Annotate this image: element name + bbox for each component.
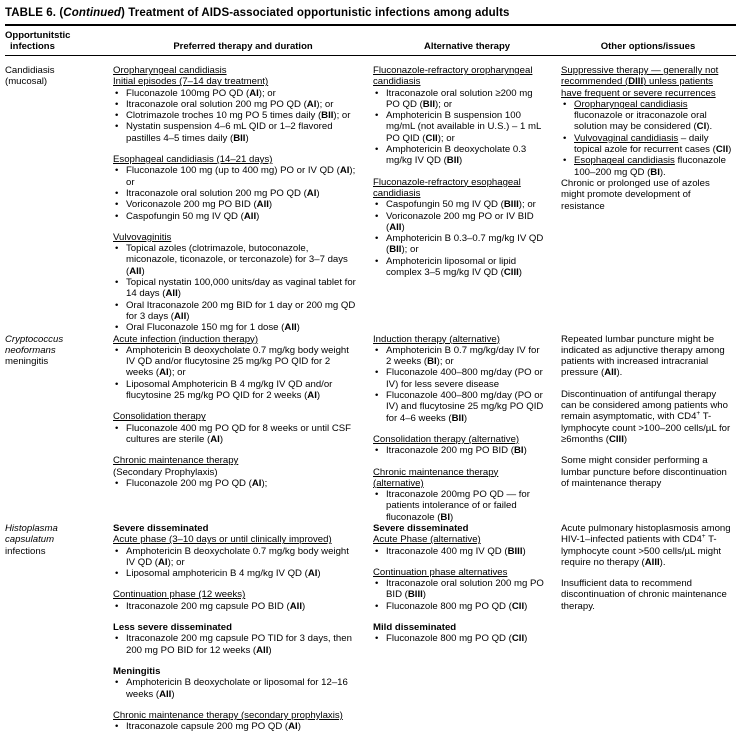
block-heading: Chronic maintenance therapy (alternative): [373, 466, 499, 489]
column-header-row: [5, 26, 736, 56]
bullet-item: • Oral Itraconazole 200 mg BID for 1 day or 200 mg QD for 3 days (AII): [115, 299, 356, 322]
bullet-icon: •: [375, 199, 379, 211]
bullet-icon: •: [375, 390, 379, 402]
bullet-item: • Liposomal Amphotericin B 4 mg/kg IV QD and/or flucytosine 25 mg/kg PO QID for 2 weeks (AI): [115, 378, 333, 402]
bullet-icon: •: [115, 545, 119, 557]
note-paragraph: Some might consider performing a lumbar puncture before discontinuation of maintenance therapy: [561, 455, 727, 489]
infection-name-line: capsulatum: [5, 534, 55, 546]
bullet-icon: •: [375, 233, 379, 245]
bullet-icon: •: [115, 633, 119, 645]
therapy-block: [561, 334, 732, 379]
other-options-cell: [561, 334, 735, 523]
bullet-item: • Amphotericin B 0.3–0.7 mg/kg IV QD (BII); or: [375, 233, 544, 256]
preferred-therapy-cell: [113, 65, 373, 334]
therapy-block: [561, 65, 732, 212]
bullet-icon: •: [115, 322, 119, 334]
therapy-block: [373, 467, 547, 523]
bullet-icon: •: [115, 277, 119, 289]
table-number: TABLE 6. (: [5, 7, 64, 19]
bullet-item: • Clotrimazole troches 10 mg PO 5 times daily (BII); or: [115, 110, 351, 122]
bullet-icon: •: [563, 132, 567, 144]
therapy-block: [561, 389, 732, 445]
bullet-item: • Vulvovaginal candidiasis – daily topical azole for recurrent cases (CII): [563, 132, 732, 156]
bullet-icon: •: [375, 633, 379, 645]
bullet-item: • Voriconazole 200 mg PO BID (AII): [115, 199, 273, 211]
other-options-cell: [561, 65, 735, 334]
bullet-icon: •: [375, 344, 379, 356]
table-row: [5, 65, 737, 334]
therapy-block: [373, 177, 547, 279]
bullet-icon: •: [115, 165, 119, 177]
block-heading: Fluconazole-refractory esophageal candidiasis: [373, 176, 521, 199]
therapy-block: [373, 567, 547, 612]
table-title-text: ) Treatment of AIDS-associated opportunistic infections among adults: [121, 7, 510, 19]
preferred-therapy-cell: [113, 523, 373, 732]
bullet-icon: •: [375, 367, 379, 379]
block-heading: Chronic maintenance therapy (secondary prophylaxis): [113, 709, 343, 721]
block-heading: Vulvovaginitis: [113, 231, 172, 243]
bullet-icon: •: [115, 677, 119, 689]
bullet-item: • Oropharyngeal candidiasis fluconazole or itraconazole oral solution may be considered (CI).: [563, 98, 713, 133]
table-title: [5, 5, 736, 26]
infection-name-line: neoformans: [5, 344, 56, 356]
alternative-therapy-cell: [373, 523, 561, 732]
bullet-icon: •: [115, 98, 119, 110]
bullet-icon: •: [375, 545, 379, 557]
bullet-item: • Oral Fluconazole 150 mg for 1 dose (AII): [115, 322, 300, 334]
note-paragraph: Acute pulmonary histoplasmosis among HIV-1–infected patients with CD4+ T-lymphocyte count >500 cells/µL might require no therapy (AIII).: [561, 522, 731, 568]
bullet-icon: •: [115, 187, 119, 199]
bullet-item: • Fluconazole 400–800 mg/day (PO or IV) and flucytosine 25 mg/kg PO QID for 4–6 weeks (BII): [375, 390, 544, 424]
bullet-icon: •: [375, 600, 379, 612]
bullet-item: • Amphotericin liposomal or lipid complex 3–5 mg/kg IV QD (CIII): [375, 255, 522, 279]
infection-name-line: Histoplasma: [5, 522, 58, 534]
bullet-item: • Itraconazole 200 mg capsule PO TID for 3 days, then 200 mg PO BID for 12 weeks (AII): [115, 633, 352, 656]
bullet-icon: •: [115, 243, 119, 255]
block-heading: Acute phase (3–10 days or until clinically improved): [113, 534, 332, 546]
bullet-item: • Itraconazole capsule 200 mg PO QD (AI): [115, 721, 301, 732]
therapy-block: [113, 455, 360, 489]
therapy-block: [113, 65, 360, 144]
infection-name-cell: [5, 334, 113, 523]
continued-label: Continued: [63, 7, 122, 19]
other-options-cell: [561, 523, 735, 732]
bullet-item: • Amphotericin B deoxycholate 0.7 mg/kg body weight IV QD and/or flucytosine 25 mg/kg PO QID for 2 weeks (AI); or: [115, 344, 349, 379]
bullet-item: • Amphotericin B deoxycholate 0.3 mg/kg IV QD (BII): [375, 144, 527, 167]
block-heading: Oropharyngeal candidiasis: [113, 65, 227, 76]
bullet-icon: •: [375, 489, 379, 501]
bullet-item: • Fluconazole 800 mg PO QD (CII): [375, 633, 528, 645]
block-heading: Acute infection (induction therapy): [113, 333, 259, 345]
therapy-block: [373, 65, 547, 167]
block-heading: Meningitis: [113, 665, 161, 677]
block-heading: Severe disseminated: [373, 522, 469, 534]
bullet-item: • Nystatin suspension 4–6 mL QID or 1–2 flavored pastilles 4–5 times daily (BII): [115, 121, 333, 144]
block-heading: Induction therapy (alternative): [373, 333, 500, 345]
bullet-icon: •: [115, 110, 119, 122]
bullet-icon: •: [115, 121, 119, 133]
bullet-item: • Itraconazole oral solution 200 mg PO QD (AI); or: [115, 98, 334, 110]
bullet-icon: •: [115, 299, 119, 311]
bullet-item: • Itraconazole oral solution ≥200 mg PO QD (BII); or: [375, 87, 533, 110]
header-col1-line1: Opportunitstic: [5, 30, 71, 41]
bullet-item: • Fluconazole 400–800 mg/day (PO or IV) for less severe disease: [375, 367, 543, 390]
bullet-item: • Amphotericin B deoxycholate or liposomal for 12–16 weeks (AII): [115, 677, 348, 700]
header-opportunistic-infections: [5, 30, 113, 52]
header-col1-line2: infections: [10, 41, 55, 52]
bullet-icon: •: [375, 445, 379, 457]
therapy-block: [373, 523, 547, 557]
bullet-item: • Amphotericin B 0.7 mg/kg/day IV for 2 weeks (BI); or: [375, 344, 540, 368]
bullet-icon: •: [563, 98, 567, 110]
therapy-block: [113, 710, 360, 732]
therapy-block: [561, 578, 732, 612]
bullet-icon: •: [563, 155, 567, 167]
bullet-icon: •: [115, 600, 119, 612]
bullet-icon: •: [375, 110, 379, 122]
therapy-block: [113, 154, 360, 222]
infection-name-line: (mucosal): [5, 76, 48, 88]
block-heading: Consolidation therapy (alternative): [373, 433, 520, 445]
bullet-item: • Caspofungin 50 mg IV QD (BIII); or: [375, 199, 536, 211]
table-row: [5, 523, 737, 732]
bullet-icon: •: [375, 144, 379, 156]
bullet-icon: •: [115, 87, 119, 99]
bullet-item: • Topical azoles (clotrimazole, butoconazole, miconazole, ticonazole, or terconazole) for 3–7 days (AII): [115, 243, 348, 277]
bullet-item: • Topical nystatin 100,000 units/day as vaginal tablet for 14 days (AII): [115, 277, 356, 300]
preferred-therapy-cell: [113, 334, 373, 523]
header-alternative-therapy: Alternative therapy: [423, 41, 511, 52]
bullet-item: • Itraconazole oral solution 200 mg PO QD (AI): [115, 187, 320, 199]
block-heading: Less severe disseminated: [113, 622, 232, 634]
bullet-icon: •: [375, 578, 379, 590]
therapy-block: [113, 622, 360, 656]
infection-name-line: Candidiasis: [5, 65, 55, 76]
block-heading: Suppressive therapy — generally not recommended (DIII) unless patients have frequent or severe recurrences: [561, 65, 719, 99]
bullet-item: • Itraconazole 200mg PO QD — for patients intolerance of or failed fluconazole (BI): [375, 489, 530, 523]
bullet-item: • Fluconazole 200 mg PO QD (AI);: [115, 477, 268, 489]
alternative-therapy-cell: [373, 65, 561, 334]
infection-name-line: Cryptococcus: [5, 333, 64, 345]
alternative-therapy-cell: [373, 334, 561, 523]
infection-name-line: infections: [5, 545, 46, 557]
block-heading: Severe disseminated: [113, 522, 209, 534]
bullet-item: • Fluconazole 100 mg (up to 400 mg) PO or IV QD (AI); or: [115, 165, 356, 188]
therapy-block: [113, 589, 360, 612]
table-body: [5, 56, 737, 732]
bullet-item: • Fluconazole 800 mg PO QD (CII): [375, 600, 528, 612]
infection-name-line: meningitis: [5, 356, 49, 368]
note-paragraph: Chronic or prolonged use of azoles might promote development of resistance: [561, 177, 710, 212]
block-heading: Mild disseminated: [373, 622, 457, 634]
therapy-block: [373, 334, 547, 424]
bullet-item: • Itraconazole 400 mg IV QD (BIII): [375, 545, 526, 557]
block-heading: Continuation phase (12 weeks): [113, 589, 246, 601]
therapy-block: [561, 455, 732, 489]
bullet-icon: •: [115, 721, 119, 732]
header-other-options: Other options/issues: [600, 41, 696, 52]
block-heading: Fluconazole-refractory oropharyngeal candidiasis: [373, 65, 533, 88]
block-heading: Continuation phase alternatives: [373, 566, 508, 578]
bullet-item: • Caspofungin 50 mg IV QD (AII): [115, 210, 260, 222]
bullet-icon: •: [375, 87, 379, 99]
therapy-block: [113, 411, 360, 445]
therapy-block: [113, 666, 360, 700]
block-heading: Initial episodes (7–14 day treatment): [113, 76, 269, 88]
bullet-icon: •: [115, 344, 119, 356]
block-heading: Acute Phase (alternative): [373, 534, 481, 546]
bullet-item: • Voriconazole 200 mg PO or IV BID (AII): [375, 210, 534, 233]
header-preferred-therapy: Preferred therapy and duration: [173, 41, 313, 52]
bullet-icon: •: [115, 378, 119, 390]
block-heading: Esophageal candidiasis (14–21 days): [113, 154, 273, 166]
block-heading: (Secondary Prophylaxis): [113, 466, 218, 478]
infection-name-cell: [5, 65, 113, 334]
bullet-item: • Itraconazole 200 mg PO BID (BI): [375, 445, 527, 457]
bullet-icon: •: [115, 210, 119, 222]
infection-name-cell: [5, 523, 113, 732]
note-paragraph: Insufficient data to recommend discontinuation of chronic maintenance therapy.: [561, 578, 727, 612]
block-heading: Chronic maintenance therapy: [113, 455, 239, 467]
bullet-item: • Esophageal candidiasis fluconazole 100–200 mg QD (BI).: [563, 155, 727, 178]
bullet-icon: •: [115, 568, 119, 580]
bullet-item: • Amphotericin B deoxycholate 0.7 mg/kg body weight IV QD (AI); or: [115, 545, 349, 568]
bullet-item: • Fluconazole 400 mg PO QD for 8 weeks or until CSF cultures are sterile (AI): [115, 422, 352, 445]
therapy-block: [373, 622, 547, 645]
bullet-item: • Liposomal amphotericin B 4 mg/kg IV QD (AI): [115, 568, 321, 580]
block-heading: Consolidation therapy: [113, 411, 206, 423]
therapy-block: [373, 434, 547, 457]
bullet-item: • Itraconazole oral solution 200 mg PO BID (BIII): [375, 578, 544, 601]
bullet-icon: •: [375, 210, 379, 222]
bullet-icon: •: [115, 477, 119, 489]
bullet-item: • Amphotericin B suspension 100 mg/mL (not available in U.S.) – 1 mL PO QID (CII); or: [375, 110, 541, 144]
bullet-item: • Itraconazole 200 mg capsule PO BID (AII): [115, 600, 306, 612]
bullet-icon: •: [115, 422, 119, 434]
therapy-block: [561, 523, 732, 568]
bullet-icon: •: [115, 199, 119, 211]
note-paragraph: Repeated lumbar puncture might be indicated as adjunctive therapy among patients with increased intracranial pressure (AII).: [561, 333, 725, 379]
bullet-item: • Fluconazole 100mg PO QD (AI); or: [115, 87, 276, 99]
therapy-block: [113, 523, 360, 579]
table-row: [5, 334, 737, 523]
note-paragraph: Discontinuation of antifungal therapy can be considered among patients who remain asymptomatic, with CD4+ T-lymphocyte count >100–200 cells/µL for ≥6months (CIII): [561, 388, 731, 445]
therapy-block: [113, 334, 360, 402]
therapy-block: [113, 232, 360, 334]
bullet-icon: •: [375, 255, 379, 267]
